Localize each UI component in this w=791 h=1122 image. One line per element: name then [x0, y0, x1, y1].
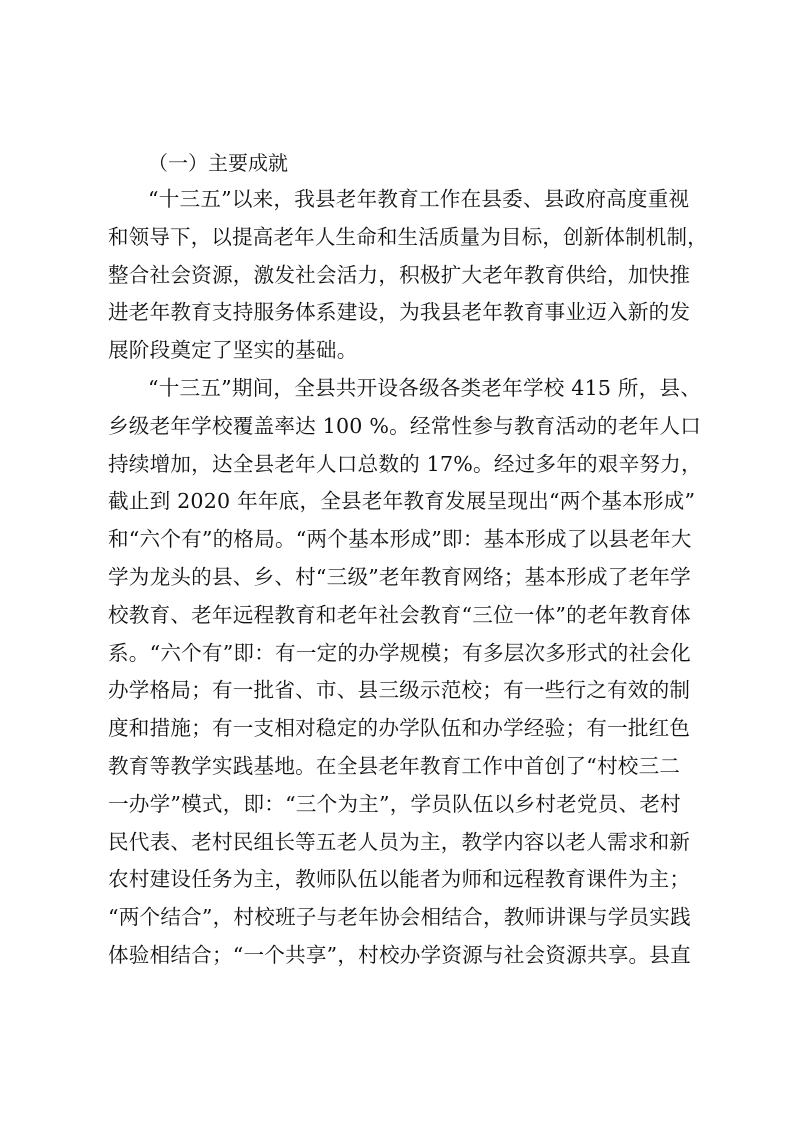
text-line: 学为龙头的县、乡、村“三级”老年教育网络；基本形成了老年学 [108, 564, 691, 589]
text-line: 截止到 2020 年年底，全县老年教育发展呈现出“两个基本形成” [108, 489, 696, 514]
text-line: “两个结合”，村校班子与老年协会相结合，教师讲课与学员实践 [108, 905, 691, 930]
text-line: 民代表、老村民组长等五老人员为主，教学内容以老人需求和新 [108, 829, 691, 854]
text-line: 进老年教育支持服务体系建设，为我县老年教育事业迈入新的发 [108, 300, 691, 325]
text-line: 持续增加，达全县老年人口总数的 17%。经过多年的艰辛努力， [108, 451, 702, 476]
text-line: 办学格局；有一批省、市、县三级示范校；有一些行之有效的制 [108, 678, 691, 703]
text-line: 一办学”模式，即：“三个为主”，学员队伍以乡村老党员、老村 [108, 791, 681, 816]
text-line: 农村建设任务为主，教师队伍以能者为师和远程教育课件为主； [108, 867, 691, 892]
text-line: 展阶段奠定了坚实的基础。 [108, 338, 358, 363]
section-heading: （一）主要成就 [148, 151, 288, 175]
text-line: 系。“六个有”即：有一定的办学规模；有多层次多形式的社会化 [108, 640, 691, 665]
text-line: 教育等教学实践基地。在全县老年教育工作中首创了“村校三二 [108, 753, 681, 778]
text-line: 度和措施；有一支相对稳定的办学队伍和办学经验；有一批红色 [108, 716, 691, 741]
text-line: “十三五”期间，全县共开设各级各类老年学校 415 所，县、 [148, 375, 702, 400]
text-line: 和“六个有”的格局。“两个基本形成”即：基本形成了以县老年大 [108, 527, 692, 552]
text-line: 乡级老年学校覆盖率达 100 %。经常性参与教育活动的老年人口 [108, 413, 702, 438]
body-text [108, 181, 708, 975]
text-line: 体验相结合；“一个共享”，村校办学资源与社会资源共享。县直 [108, 942, 691, 967]
text-line: “十三五”以来，我县老年教育工作在县委、县政府高度重视 [148, 187, 690, 211]
text-line: 校教育、老年远程教育和老年社会教育“三位一体”的老年教育体 [108, 602, 691, 627]
text-line: 整合社会资源，激发社会活力，积极扩大老年教育供给，加快推 [108, 262, 691, 287]
text-line: 和领导下，以提高老年人生命和生活质量为目标，创新体制机制， [108, 224, 708, 249]
